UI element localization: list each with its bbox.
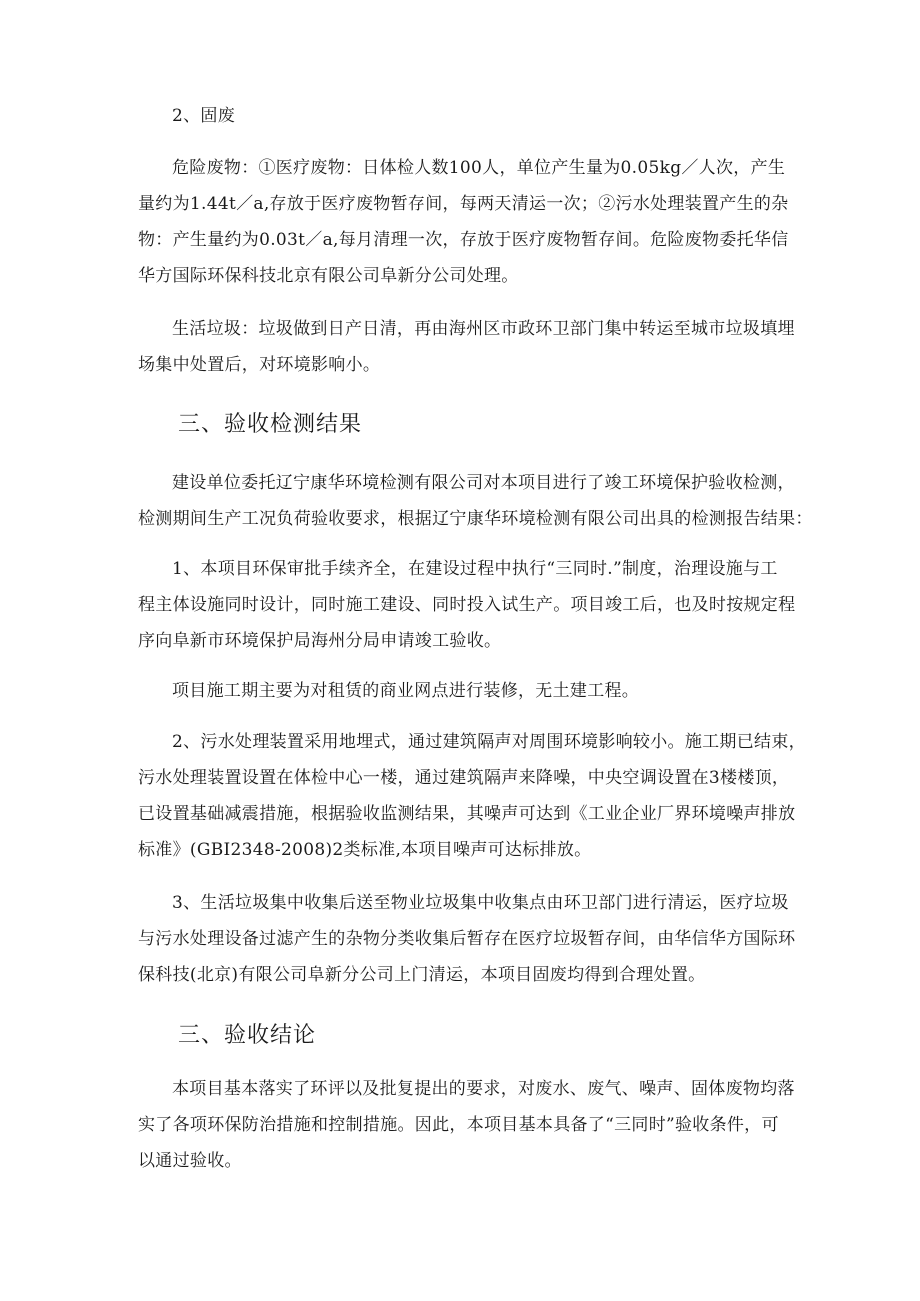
solid-waste-subtitle [138,98,798,134]
results-intro-paragraph [138,465,813,537]
text-line: 已设置基础减震措施，根据验收监测结果，其噪声可达到《工业企业厂界环境噪声排放 [138,804,796,824]
text-line: 污水处理装置设置在体检中心一楼，通过建筑隔声来降噪，中央空调设置在3楼楼顶， [138,768,790,788]
text-line: 华方国际环保科技北京有限公司阜新分公司处理。 [138,266,519,286]
text-line: 危险废物：①医疗废物：日体检人数100人，单位产生量为0.05kg／人次，产生 [172,158,786,178]
text-line: 2、固废 [172,106,236,126]
results-heading: 三、验收检测结果 [178,412,363,437]
text-line: 物：产生量约为0.03t／a,每月清理一次，存放于医疗废物暂存间。危险废物委托华信 [138,230,789,250]
text-line: 生活垃圾：垃圾做到日产日清，再由海州区市政环卫部门集中转运至城市垃圾填埋 [172,319,795,339]
text-line: 保科技(北京)有限公司阜新分公司上门清运，本项目固废均得到合理处置。 [138,965,706,985]
text-line: 本项目基本落实了环评以及批复提出的要求，对废水、废气、噪声、固体废物均落 [172,1079,795,1099]
results-item-2-paragraph [138,724,806,868]
text-line: 项目施工期主要为对租赁的商业网点进行装修，无土建工程。 [172,681,640,701]
text-line: 实了各项环保防治措施和控制措施。因此，本项目基本具备了“三同时”验收条件，可 [138,1115,779,1135]
conclusion-paragraph [138,1071,798,1179]
results-item-3-paragraph [138,885,798,993]
text-line: 2、污水处理装置采用地埋式，通过建筑隔声对周围环境影响较小。施工期已结束， [172,732,806,752]
domestic-waste-paragraph [138,311,798,383]
text-line: 与污水处理设备过滤产生的杂物分类收集后暂存在医疗垃圾暂存间，由华信华方国际环 [138,929,796,949]
text-line: 3、生活垃圾集中收集后送至物业垃圾集中收集点由环卫部门进行清运，医疗垃圾 [172,893,789,913]
text-line: 1、本项目环保审批手续齐全，在建设过程中执行“三同时.”制度，治理设施与工 [172,559,778,579]
hazardous-waste-paragraph [138,150,798,294]
text-line: 程主体设施同时设计，同时施工建设、同时投入试生产。项目竣工后，也及时按规定程 [138,595,796,615]
text-line: 检测期间生产工况负荷验收要求，根据辽宁康华环境检测有限公司出具的检测报告结果： [138,509,813,529]
construction-paragraph [138,673,798,709]
text-line: 以通过验收。 [138,1151,242,1171]
text-line: 量约为1.44t／a,存放于医疗废物暂存间，每两天清运一次；②污水处理装置产生的杂 [138,194,789,214]
text-line: 场集中处置后，对环境影响小。 [138,355,381,375]
results-item-1-paragraph [138,551,798,659]
conclusion-heading: 三、验收结论 [178,1023,317,1048]
text-line: 序向阜新市环境保护局海州分局申请竣工验收。 [138,631,502,651]
text-line: 建设单位委托辽宁康华环境检测有限公司对本项目进行了竣工环境保护验收检测， [172,473,795,493]
text-line: 标准》(GBI2348-2008)2类标准,本项目噪声可达标排放。 [138,840,592,860]
